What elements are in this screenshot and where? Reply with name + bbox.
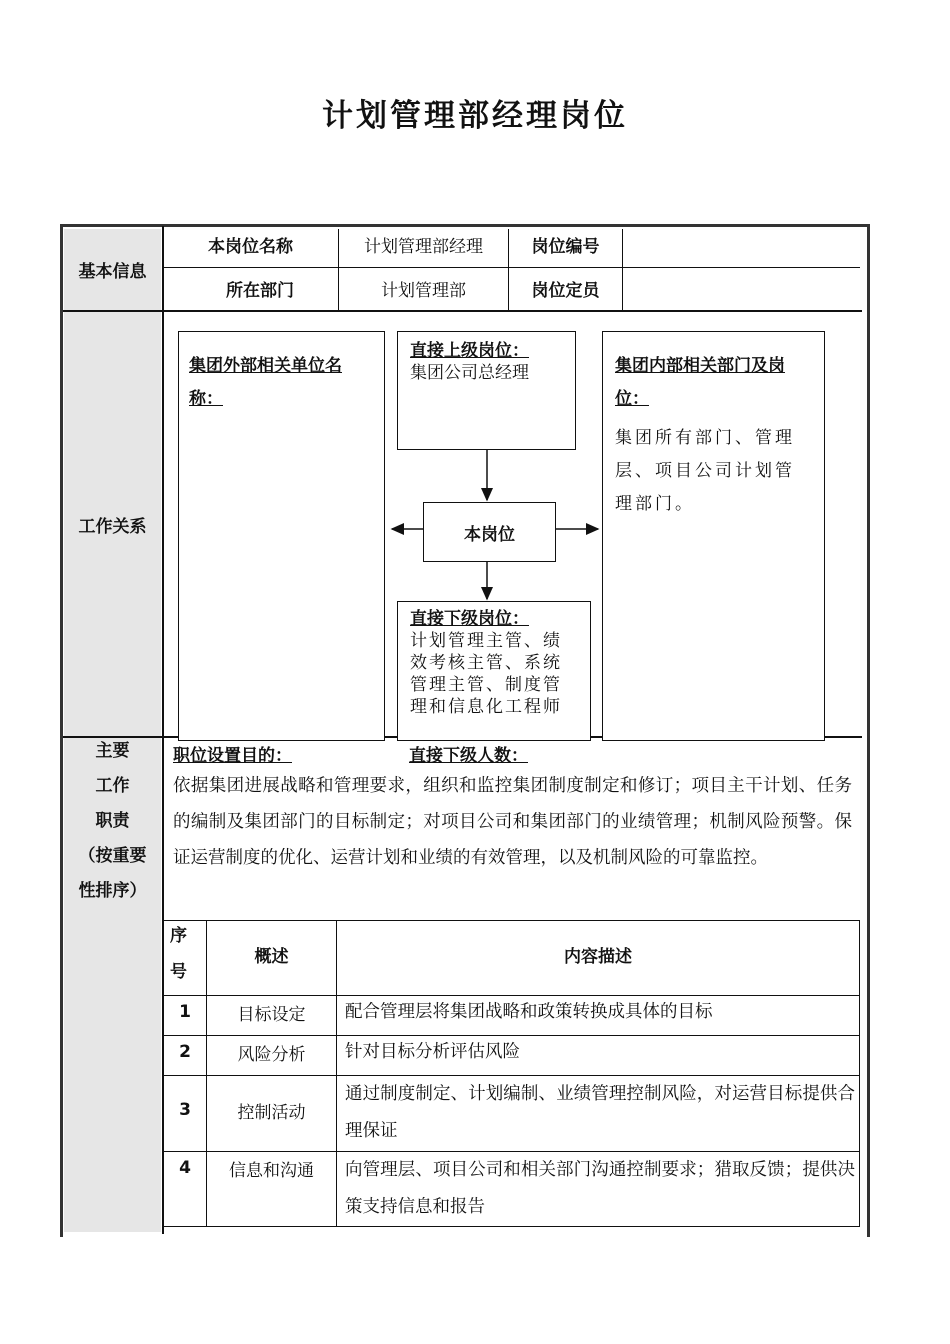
duties-label-line: （按重要: [78, 846, 147, 866]
department-label: 所在部门: [226, 280, 294, 301]
header-description: 内容描述: [564, 946, 632, 967]
row-summary: 信息和沟通: [229, 1160, 314, 1181]
superior-title: 直接上级岗位：: [410, 341, 529, 361]
duties-table-right: [859, 920, 860, 1226]
row-index: 3: [179, 1100, 191, 1120]
relations-label: 工作关系: [78, 516, 147, 537]
headcount-label: 岗位定员: [531, 280, 600, 301]
duties-label-line: 性排序）: [78, 881, 147, 901]
duties-label-line: 主要: [95, 741, 130, 761]
current-post-box: 本岗位: [423, 502, 556, 562]
header-index: 序号: [170, 926, 187, 982]
row-description: 针对目标分析评估风险: [345, 1042, 520, 1062]
page-title: 计划管理部经理岗位: [322, 98, 628, 134]
subordinate-title: 直接下级岗位：: [410, 609, 529, 629]
purpose-label: 职位设置目的：: [173, 746, 292, 766]
post-name-label: 本岗位名称: [208, 236, 293, 257]
basic-info-label: 基本信息: [78, 262, 147, 282]
post-code-label: 岗位编号: [531, 236, 600, 257]
purpose-text: 依据集团进展战略和管理要求，组织和监控集团制度制定和修订；项目主干计划、任务的编制及集团部门的目标制定；对项目公司和集团部门的业绩管理；机制风险预警。保证运营制度的优化、运营计划和业绩的有效管理，以及机制风险的可靠监控。: [173, 776, 852, 868]
duties-label-line: 工作: [95, 776, 130, 796]
header-summary: 概述: [254, 946, 289, 967]
row-description: 配合管理层将集团战略和政策转换成具体的目标: [345, 1002, 713, 1022]
post-name-value: 计划管理部经理: [364, 236, 483, 257]
duties-label-line: 职责: [95, 811, 130, 831]
internal-units-title: 集团内部相关部门及岗位：: [615, 356, 785, 409]
row-summary: 控制活动: [237, 1102, 306, 1123]
duties-table-bottom: [163, 1226, 860, 1227]
row-description: 向管理层、项目公司和相关部门沟通控制要求；猎取反馈；提供决策支持信息和报告: [345, 1160, 855, 1217]
row-index: 4: [179, 1158, 191, 1178]
internal-units-value: 集团所有部门、管理层、项目公司计划管理部门。: [615, 428, 795, 514]
row-summary: 目标设定: [237, 1004, 306, 1025]
department-value: 计划管理部: [381, 280, 466, 301]
row-index: 2: [179, 1042, 191, 1062]
row-index: 1: [179, 1002, 191, 1022]
subordinate-value: 计划管理主管、绩效考核主管、系统管理主管、制度管理和信息化工程师: [410, 631, 562, 717]
row-description: 通过制度制定、计划编制、业绩管理控制风险，对运营目标提供合理保证: [345, 1084, 855, 1141]
superior-value: 集团公司总经理: [410, 363, 529, 383]
external-units-title: 集团外部相关单位名称：: [189, 356, 342, 409]
row-summary: 风险分析: [237, 1044, 306, 1065]
subordinate-count-label: 直接下级人数：: [409, 746, 528, 766]
